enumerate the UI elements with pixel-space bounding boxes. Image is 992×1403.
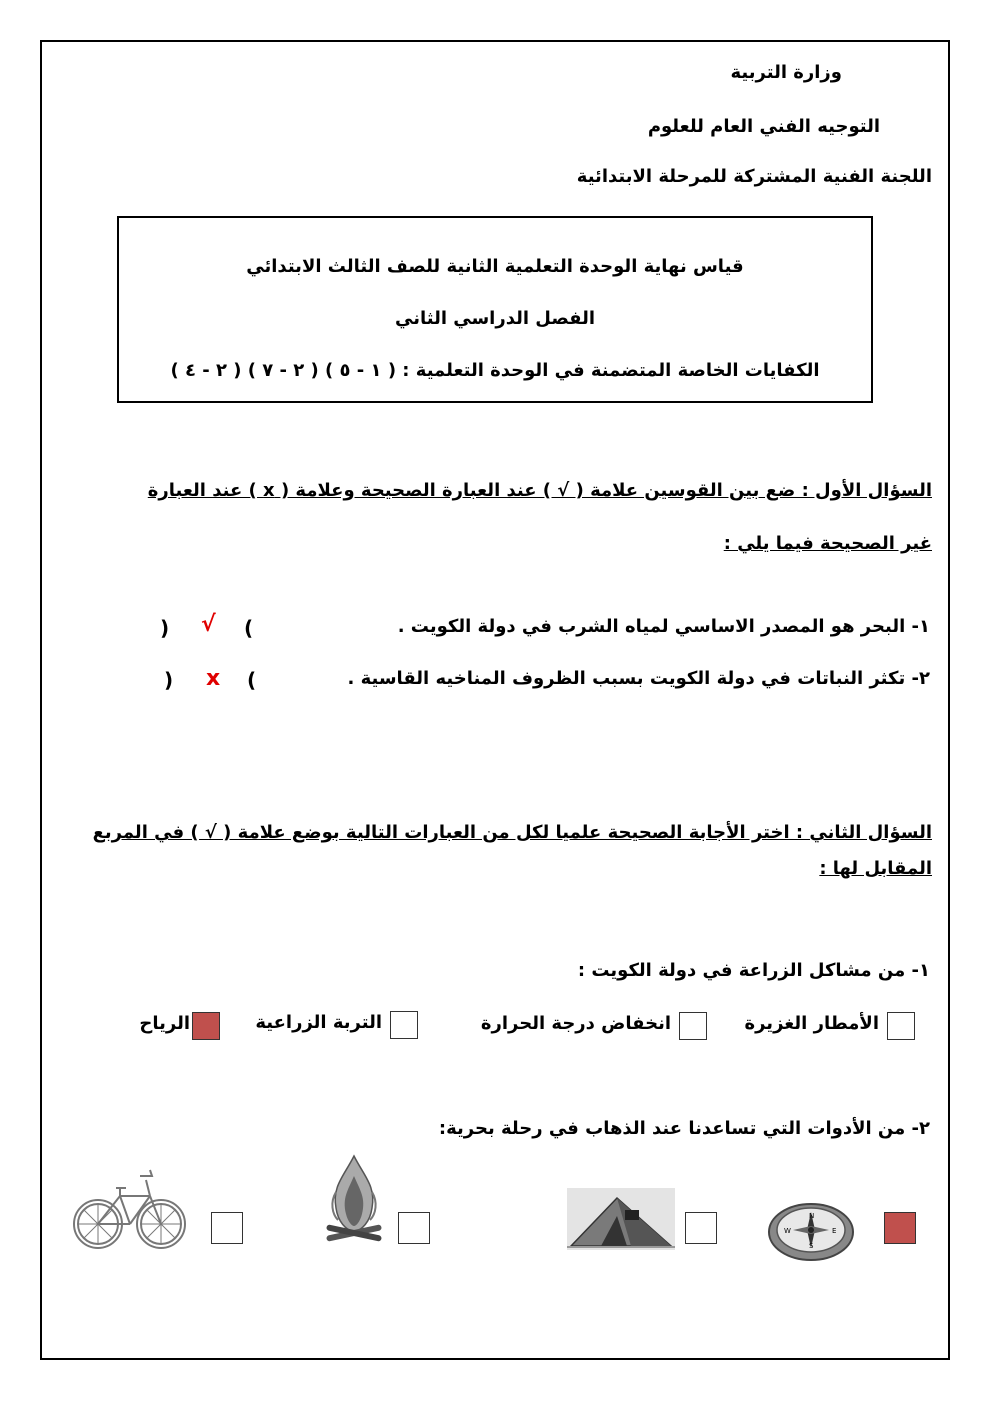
checkbox-compass[interactable] — [884, 1212, 916, 1244]
q1-item-1: ١- البحر هو المصدر الاساسي لمياه الشرب في دولة الكويت . — [397, 616, 930, 637]
paren-open-2: ( — [247, 668, 257, 692]
checkbox-low-temperature[interactable] — [679, 1012, 707, 1040]
q2-item-2: ٢- من الأدوات التي تساعدنا عند الذهاب في رحلة بحرية: — [438, 1118, 930, 1139]
paren-close-1: ) — [160, 616, 170, 640]
title-box — [117, 216, 873, 403]
option-heavy-rain: الأمطار الغزيرة — [744, 1013, 879, 1034]
q1-title-line1: السؤال الأول : ضع بين القوسين علامة ( √ ) عند العبارة الصحيحة وعلامة ( x ) عند العبارة — [147, 480, 932, 501]
checkbox-tent[interactable] — [685, 1212, 717, 1244]
committee-name: اللجنة الفنية المشتركة للمرحلة الابتدائية — [576, 166, 932, 187]
tent-icon — [567, 1188, 675, 1250]
svg-text:W: W — [784, 1227, 791, 1235]
guidance-name: التوجيه الفني العام للعلوم — [647, 116, 880, 137]
svg-text:S: S — [809, 1242, 814, 1250]
checkbox-bicycle[interactable] — [211, 1212, 243, 1244]
option-soil: التربة الزراعية — [255, 1012, 382, 1033]
checkbox-wind[interactable] — [192, 1012, 220, 1040]
competencies: الكفايات الخاصة المتضمنة في الوحدة التعلمية : ( ١ - ٥ ) ( ٢ - ٧ ) ( ٢ - ٤ ) — [170, 360, 820, 381]
checkbox-heavy-rain[interactable] — [887, 1012, 915, 1040]
option-wind: الرياح — [139, 1013, 190, 1034]
campfire-icon — [322, 1152, 386, 1246]
q1-item-2: ٢- تكثر النباتات في دولة الكويت بسبب الظروف المناخيه القاسية . — [347, 668, 930, 689]
q2-item-1: ١- من مشاكل الزراعة في دولة الكويت : — [577, 960, 930, 981]
bicycle-icon — [72, 1166, 188, 1252]
q2-title-line1: السؤال الثاني : اختر الأجابة الصحيحة علميا لكل من العبارات التالية بوضع علامة ( √ ) في المربع — [92, 822, 932, 843]
ministry-name: وزارة التربية — [730, 62, 842, 83]
checkbox-campfire[interactable] — [398, 1212, 430, 1244]
q1-answer-2[interactable]: x — [206, 666, 221, 691]
semester: الفصل الدراسي الثاني — [395, 308, 595, 329]
svg-text:E: E — [832, 1227, 837, 1235]
option-low-temperature: انخفاض درجة الحرارة — [480, 1013, 671, 1034]
paren-close-2: ) — [164, 668, 174, 692]
compass-icon — [766, 1196, 856, 1262]
exam-title: قياس نهاية الوحدة التعلمية الثانية للصف الثالث الابتدائي — [246, 256, 744, 277]
svg-text:N: N — [809, 1212, 815, 1220]
checkbox-soil[interactable] — [390, 1011, 418, 1039]
q2-title-line2: المقابل لها : — [819, 858, 932, 879]
q1-answer-1[interactable]: √ — [201, 612, 216, 637]
q1-title-line2: غير الصحيحة فيما يلي : — [723, 533, 932, 554]
paren-open-1: ( — [244, 616, 254, 640]
